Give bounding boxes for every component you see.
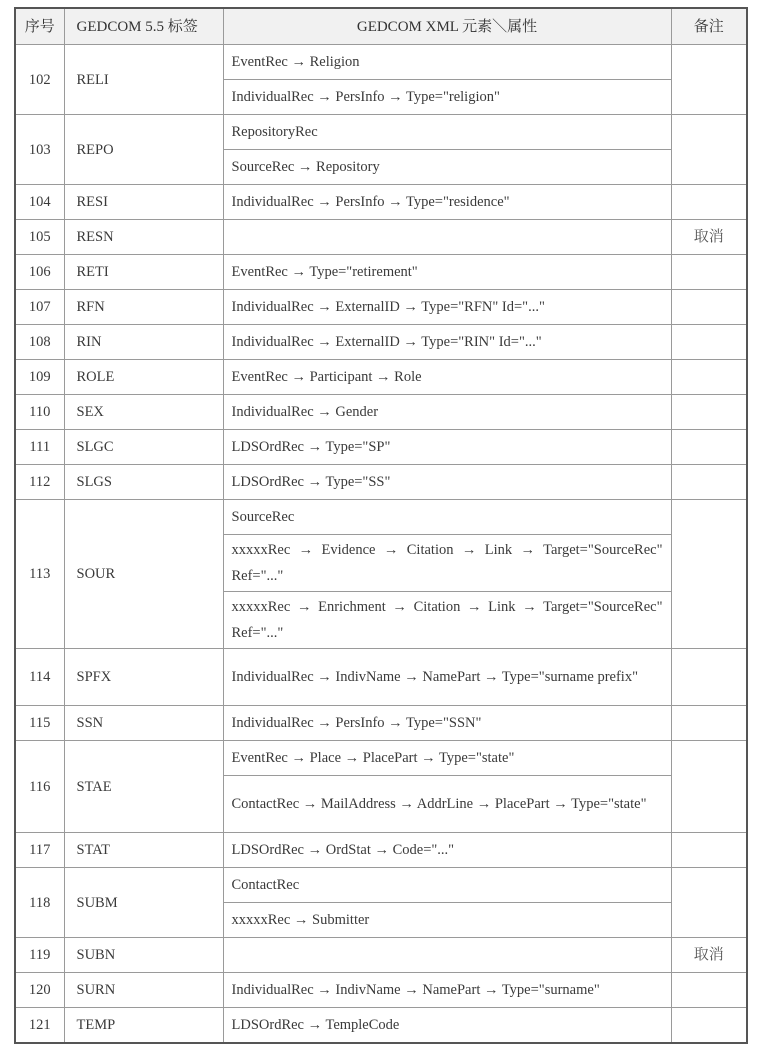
row-number: 115 [15, 706, 64, 741]
gedcom-mapping-table [14, 7, 748, 1044]
table-row [15, 938, 747, 973]
note [671, 973, 747, 1008]
row-number: 118 [15, 868, 64, 938]
xml-mapping: LDSOrdRec → Type="SP" [223, 430, 671, 465]
table-row [15, 115, 747, 150]
header-gedcom-tag: GEDCOM 5.5 标签 [64, 8, 223, 45]
table-row [15, 500, 747, 535]
table-row [15, 706, 747, 741]
header-no: 序号 [15, 8, 64, 45]
xml-mapping: IndividualRec → IndivName → NamePart → Type="surname" [223, 973, 671, 1008]
row-number: 103 [15, 115, 64, 185]
gedcom-tag: RFN [64, 290, 223, 325]
note: 取消 [671, 220, 747, 255]
gedcom-tag: TEMP [64, 1008, 223, 1044]
gedcom-tag: SLGC [64, 430, 223, 465]
xml-mapping: IndividualRec → ExternalID → Type="RIN" Id="..." [223, 325, 671, 360]
xml-mapping: EventRec → Place → PlacePart → Type="state" [223, 741, 671, 776]
table-row [15, 45, 747, 80]
gedcom-tag: SUBN [64, 938, 223, 973]
xml-mapping: EventRec → Participant → Role [223, 360, 671, 395]
table-row [15, 973, 747, 1008]
gedcom-tag: RETI [64, 255, 223, 290]
xml-mapping: ContactRec → MailAddress → AddrLine → PlacePart → Type="state" [223, 776, 671, 833]
note [671, 290, 747, 325]
row-number: 116 [15, 741, 64, 833]
note [671, 649, 747, 706]
xml-mapping: ContactRec [223, 868, 671, 903]
xml-mapping [223, 938, 671, 973]
xml-mapping: EventRec → Religion [223, 45, 671, 80]
table-row [15, 395, 747, 430]
xml-mapping: SourceRec [223, 500, 671, 535]
note [671, 430, 747, 465]
header-row [15, 8, 747, 45]
xml-mapping: IndividualRec → PersInfo → Type="residence" [223, 185, 671, 220]
note [671, 185, 747, 220]
table-row [15, 649, 747, 706]
xml-mapping: xxxxxRec → Enrichment → Citation → Link → Target="SourceRec" Ref="..." [223, 592, 671, 649]
gedcom-tag: SUBM [64, 868, 223, 938]
row-number: 121 [15, 1008, 64, 1044]
note [671, 1008, 747, 1044]
gedcom-tag: ROLE [64, 360, 223, 395]
row-number: 113 [15, 500, 64, 649]
xml-mapping: xxxxxRec → Submitter [223, 903, 671, 938]
row-number: 117 [15, 833, 64, 868]
note [671, 45, 747, 115]
note: 取消 [671, 938, 747, 973]
table-row [15, 868, 747, 903]
xml-mapping: IndividualRec → PersInfo → Type="SSN" [223, 706, 671, 741]
note [671, 465, 747, 500]
gedcom-tag: REPO [64, 115, 223, 185]
note [671, 115, 747, 185]
note [671, 325, 747, 360]
xml-mapping: LDSOrdRec → TempleCode [223, 1008, 671, 1044]
note [671, 500, 747, 649]
table-row [15, 325, 747, 360]
xml-mapping: xxxxxRec → Evidence → Citation → Link → Target="SourceRec" Ref="..." [223, 535, 671, 592]
row-number: 109 [15, 360, 64, 395]
table-row [15, 465, 747, 500]
table-row [15, 185, 747, 220]
xml-mapping: RepositoryRec [223, 115, 671, 150]
row-number: 111 [15, 430, 64, 465]
table-row [15, 255, 747, 290]
header-xml-element: GEDCOM XML 元素＼属性 [223, 8, 671, 45]
gedcom-tag: RIN [64, 325, 223, 360]
xml-mapping: IndividualRec → IndivName → NamePart → Type="surname prefix" [223, 649, 671, 706]
row-number: 119 [15, 938, 64, 973]
note [671, 741, 747, 833]
xml-mapping: IndividualRec → ExternalID → Type="RFN" Id="..." [223, 290, 671, 325]
row-number: 102 [15, 45, 64, 115]
gedcom-tag: SSN [64, 706, 223, 741]
table-row [15, 290, 747, 325]
note [671, 833, 747, 868]
gedcom-tag: SOUR [64, 500, 223, 649]
xml-mapping: IndividualRec → Gender [223, 395, 671, 430]
table-row [15, 741, 747, 776]
table-row [15, 1008, 747, 1044]
row-number: 108 [15, 325, 64, 360]
note [671, 255, 747, 290]
table-row [15, 430, 747, 465]
row-number: 110 [15, 395, 64, 430]
xml-mapping: SourceRec → Repository [223, 150, 671, 185]
table-row [15, 360, 747, 395]
row-number: 107 [15, 290, 64, 325]
note [671, 360, 747, 395]
note [671, 868, 747, 938]
xml-mapping: LDSOrdRec → OrdStat → Code="..." [223, 833, 671, 868]
row-number: 114 [15, 649, 64, 706]
row-number: 106 [15, 255, 64, 290]
gedcom-tag: RESI [64, 185, 223, 220]
gedcom-tag: SEX [64, 395, 223, 430]
row-number: 104 [15, 185, 64, 220]
table-row [15, 220, 747, 255]
row-number: 112 [15, 465, 64, 500]
note [671, 706, 747, 741]
row-number: 120 [15, 973, 64, 1008]
table-row [15, 833, 747, 868]
gedcom-tag: STAT [64, 833, 223, 868]
xml-mapping: LDSOrdRec → Type="SS" [223, 465, 671, 500]
header-note: 备注 [671, 8, 747, 45]
xml-mapping [223, 220, 671, 255]
xml-mapping: IndividualRec → PersInfo → Type="religion" [223, 80, 671, 115]
row-number: 105 [15, 220, 64, 255]
xml-mapping: EventRec → Type="retirement" [223, 255, 671, 290]
gedcom-tag: SLGS [64, 465, 223, 500]
gedcom-tag: STAE [64, 741, 223, 833]
gedcom-tag: RELI [64, 45, 223, 115]
gedcom-tag: SURN [64, 973, 223, 1008]
gedcom-tag: SPFX [64, 649, 223, 706]
note [671, 395, 747, 430]
gedcom-tag: RESN [64, 220, 223, 255]
